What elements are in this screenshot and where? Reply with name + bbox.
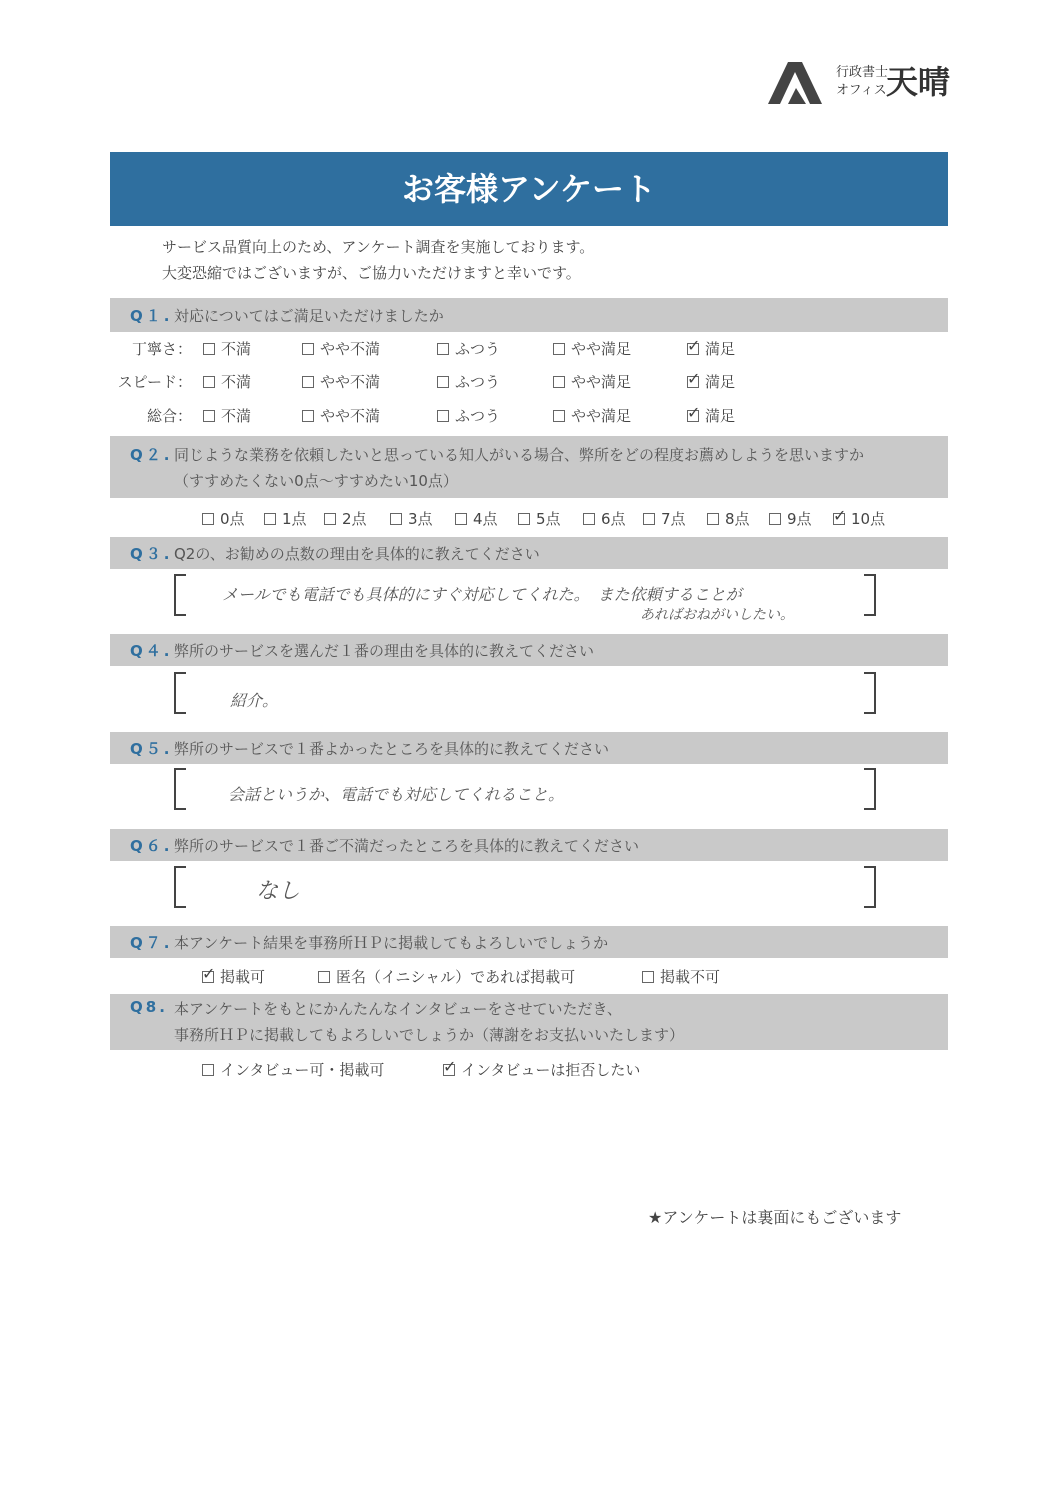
q1-row-0-option[interactable] <box>302 338 380 359</box>
q1-row-2-option-label: 満足 <box>705 407 736 425</box>
q1-row-0-option-label: やや不満 <box>320 340 381 358</box>
checkbox-icon[interactable] <box>553 343 565 355</box>
q1-row-label: 丁寧さ： <box>131 340 192 358</box>
checkbox-icon[interactable] <box>437 343 449 355</box>
checkbox-icon[interactable] <box>437 376 449 388</box>
checkbox-icon[interactable] <box>202 1064 214 1076</box>
q1-row-0-option[interactable] <box>203 338 251 359</box>
q2-header <box>110 436 948 498</box>
q1-row-1-option[interactable] <box>302 371 380 392</box>
q7-option[interactable] <box>642 966 720 987</box>
checkbox-icon[interactable] <box>302 343 314 355</box>
q3-text: Q2の、お勧めの点数の理由を具体的に教えてください <box>174 545 540 563</box>
checkbox-icon[interactable] <box>324 513 336 525</box>
checkbox-checked-icon[interactable] <box>833 513 845 525</box>
q8-option-label: インタビューは拒否したい <box>461 1061 641 1079</box>
q2-option[interactable] <box>833 508 885 529</box>
q2-option[interactable] <box>264 508 307 529</box>
q1-row-2-option[interactable] <box>437 405 500 426</box>
q7-number: Q７. <box>130 934 173 952</box>
checkbox-icon[interactable] <box>769 513 781 525</box>
q4-answer: 紹介。 <box>230 691 279 710</box>
checkbox-checked-icon[interactable] <box>687 410 699 422</box>
q6-header <box>110 829 948 861</box>
checkbox-icon[interactable] <box>707 513 719 525</box>
q1-row-2-option-label: ふつう <box>455 407 501 425</box>
q7-option-label: 匿名（イニシャル）であれば掲載可 <box>336 968 576 986</box>
q2-option-label: 0点 <box>220 510 245 528</box>
checkbox-icon[interactable] <box>437 410 449 422</box>
q5-number: Q５. <box>130 740 173 758</box>
q2-option[interactable] <box>455 508 498 529</box>
logo-mark-icon <box>766 58 828 106</box>
q1-text: 対応についてはご満足いただけましたか <box>174 307 444 325</box>
q2-option[interactable] <box>202 508 245 529</box>
q2-option-label: 7点 <box>661 510 686 528</box>
checkbox-icon[interactable] <box>302 410 314 422</box>
q2-option-label: 10点 <box>851 510 886 528</box>
q1-row-0-option[interactable] <box>687 338 735 359</box>
checkbox-icon[interactable] <box>264 513 276 525</box>
logo-line1: 行政書士 <box>836 65 889 80</box>
q1-row-label: スピード： <box>117 373 192 391</box>
q2-option[interactable] <box>707 508 750 529</box>
q1-row-1-option-label: 満足 <box>705 373 736 391</box>
checkbox-icon[interactable] <box>583 513 595 525</box>
q1-row-1-option-label: 不満 <box>221 373 252 391</box>
intro-line-2: 大変恐縮ではございますが、ご協力いただけますと幸いです。 <box>162 264 581 282</box>
logo-line2: オフィス <box>836 83 887 98</box>
q8-option-label: インタビュー可・掲載可 <box>220 1061 385 1079</box>
q8-header <box>110 994 948 1050</box>
q1-row-1-option[interactable] <box>553 371 631 392</box>
q2-option-label: 9点 <box>787 510 812 528</box>
q2-option-label: 6点 <box>601 510 626 528</box>
checkbox-icon[interactable] <box>203 410 215 422</box>
checkbox-icon[interactable] <box>318 971 330 983</box>
q5-bracket-left <box>174 768 186 810</box>
q2-option-label: 1点 <box>282 510 307 528</box>
q3-number: Q３. <box>130 545 173 563</box>
q1-row-2-option[interactable] <box>687 405 735 426</box>
q7-header <box>110 926 948 958</box>
q2-option-label: 4点 <box>473 510 498 528</box>
q2-option-label: 5点 <box>536 510 561 528</box>
q2-option-label: 3点 <box>408 510 433 528</box>
q8-text: 本アンケートをもとにかんたんなインタビューをさせていただき、 <box>174 1000 622 1018</box>
checkbox-icon[interactable] <box>553 410 565 422</box>
q1-row-2-option-label: やや満足 <box>571 407 632 425</box>
q2-option[interactable] <box>643 508 686 529</box>
q7-option[interactable] <box>202 966 265 987</box>
checkbox-icon[interactable] <box>518 513 530 525</box>
q3-answer-line-1: メールでも電話でも具体的にすぐ対応してくれた。 また依頼することが <box>222 585 742 604</box>
q1-header <box>110 298 948 332</box>
q3-bracket-right <box>864 574 876 616</box>
checkbox-icon[interactable] <box>302 376 314 388</box>
q6-bracket-left <box>174 866 186 908</box>
logo-name: 天晴 <box>886 63 951 101</box>
q3-header <box>110 537 948 569</box>
checkbox-icon[interactable] <box>203 376 215 388</box>
q2-option-label: 2点 <box>342 510 367 528</box>
footer-note: ★アンケートは裏面にもございます <box>648 1208 902 1227</box>
q8-number: Q8. <box>130 998 168 1016</box>
q1-number: Q１. <box>130 307 173 325</box>
checkbox-checked-icon[interactable] <box>443 1064 455 1076</box>
q4-bracket-left <box>174 672 186 714</box>
q8-option[interactable] <box>202 1059 384 1080</box>
q1-row-1-option-label: やや不満 <box>320 373 381 391</box>
q2-option[interactable] <box>518 508 561 529</box>
q4-number: Q４. <box>130 642 173 660</box>
q1-row-0-option-label: 不満 <box>221 340 252 358</box>
q1-row-1-option[interactable] <box>437 371 500 392</box>
checkbox-icon[interactable] <box>642 971 654 983</box>
q1-row-2-option[interactable] <box>302 405 380 426</box>
checkbox-checked-icon[interactable] <box>687 376 699 388</box>
q1-row-1-option[interactable] <box>687 371 735 392</box>
q2-option[interactable] <box>583 508 626 529</box>
q8-text-2: 事務所ＨＰに掲載してもよろしいでしょうか（薄謝をお支払いいたします） <box>174 1026 685 1044</box>
q1-row-1-option-label: ふつう <box>455 373 501 391</box>
q6-number: Q６. <box>130 837 173 855</box>
q1-row-label: 総合： <box>146 407 192 425</box>
page-title: お客様アンケート <box>110 152 948 226</box>
q4-bracket-right <box>864 672 876 714</box>
q5-header <box>110 732 948 764</box>
q5-bracket-right <box>864 768 876 810</box>
q2-text: 同じような業務を依頼したいと思っている知人がいる場合、弊所をどの程度お薦めしようを思いますか <box>174 446 865 464</box>
q1-row-0-option[interactable] <box>437 338 500 359</box>
q2-option[interactable] <box>390 508 433 529</box>
q3-bracket-left <box>174 574 186 616</box>
q4-text: 弊所のサービスを選んだ１番の理由を具体的に教えてください <box>174 642 595 660</box>
q4-header <box>110 634 948 666</box>
q2-option[interactable] <box>769 508 812 529</box>
q2-option-label: 8点 <box>725 510 750 528</box>
q5-answer: 会話というか、電話でも対応してくれること。 <box>228 785 565 804</box>
checkbox-icon[interactable] <box>203 343 215 355</box>
checkbox-icon[interactable] <box>390 513 402 525</box>
checkbox-checked-icon[interactable] <box>687 343 699 355</box>
checkbox-icon[interactable] <box>202 513 214 525</box>
checkbox-icon[interactable] <box>643 513 655 525</box>
q6-text: 弊所のサービスで１番ご不満だったところを具体的に教えてください <box>174 837 640 855</box>
q1-row-1-option[interactable] <box>203 371 251 392</box>
q7-option-label: 掲載可 <box>220 968 266 986</box>
q1-row-0-option-label: やや満足 <box>571 340 632 358</box>
checkbox-icon[interactable] <box>455 513 467 525</box>
q7-option-label: 掲載不可 <box>660 968 721 986</box>
q1-row-2-option-label: やや不満 <box>320 407 381 425</box>
q1-row-0-option-label: 満足 <box>705 340 736 358</box>
q2-text-2: （すすめたくない0点～すすめたい10点） <box>174 472 458 490</box>
q7-option[interactable] <box>318 966 575 987</box>
q7-text: 本アンケート結果を事務所ＨＰに掲載してもよろしいでしょうか <box>174 934 609 952</box>
q3-answer-line-2: あればおねがいしたい。 <box>640 607 794 623</box>
q1-row-2-option[interactable] <box>553 405 631 426</box>
q2-option[interactable] <box>324 508 367 529</box>
intro-line-1: サービス品質向上のため、アンケート調査を実施しております。 <box>162 238 595 256</box>
q1-row-1-option-label: やや満足 <box>571 373 632 391</box>
q1-row-2-option-label: 不満 <box>221 407 252 425</box>
q1-row-0-option[interactable] <box>553 338 631 359</box>
q1-row-0-option-label: ふつう <box>455 340 501 358</box>
checkbox-icon[interactable] <box>553 376 565 388</box>
q6-bracket-right <box>864 866 876 908</box>
q5-text: 弊所のサービスで１番よかったところを具体的に教えてください <box>174 740 610 758</box>
q1-row-2-option[interactable] <box>203 405 251 426</box>
q2-number: Q２. <box>130 446 173 464</box>
checkbox-checked-icon[interactable] <box>202 971 214 983</box>
company-logo <box>766 58 966 110</box>
q8-option[interactable] <box>443 1059 640 1080</box>
q6-answer: なし <box>256 879 301 904</box>
